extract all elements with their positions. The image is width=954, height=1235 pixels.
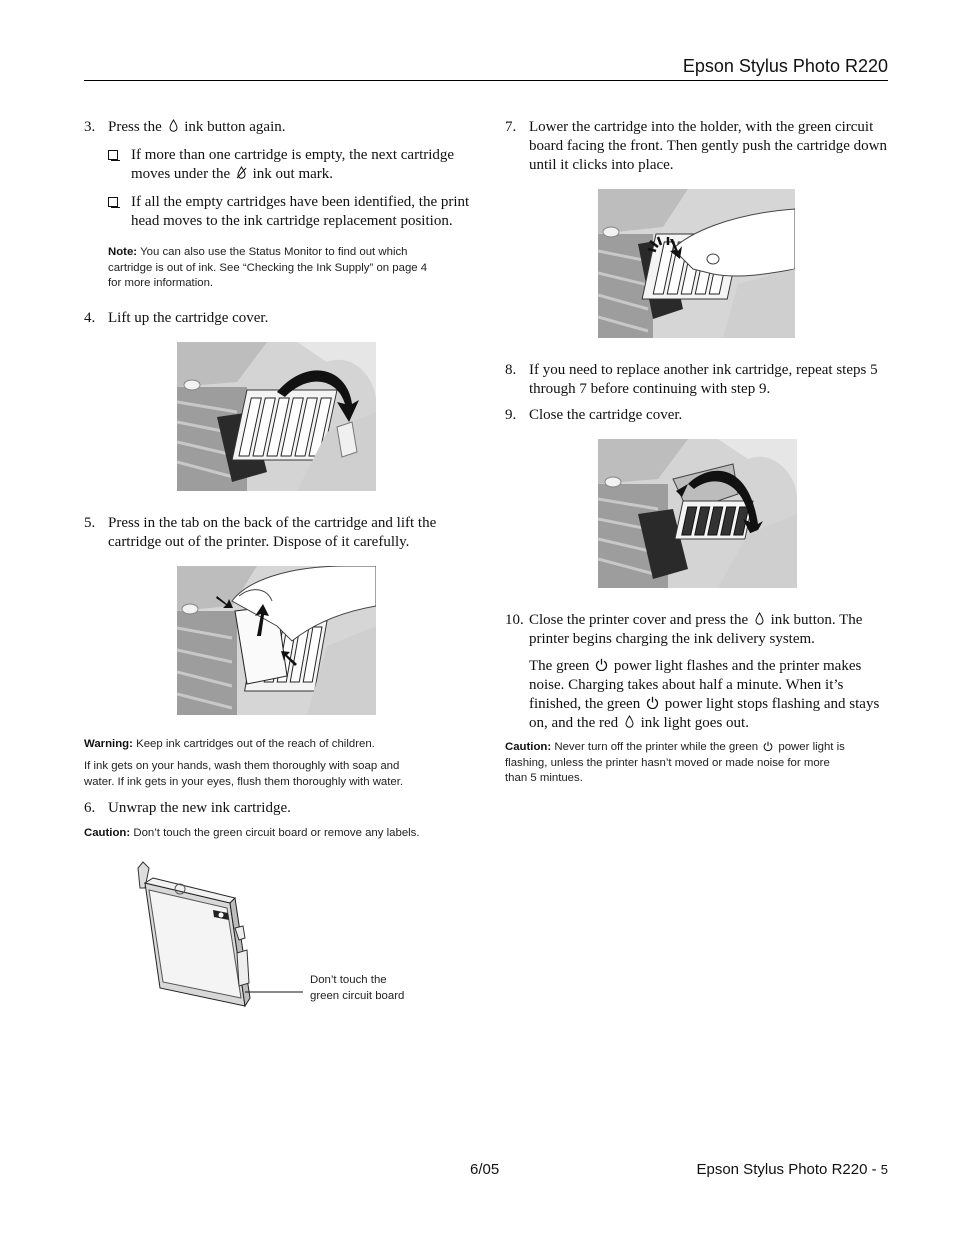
close-cover-illustration <box>598 439 797 588</box>
header-rule <box>84 80 888 81</box>
step-text: cartridge out of the printer. Dispose of it carefully. <box>108 534 410 550</box>
ink-out-mark-icon <box>236 166 247 179</box>
step-text: board facing the front. Then gently push the cartridge down <box>529 138 887 154</box>
ink-cartridge-illustration <box>135 858 310 1008</box>
footer-product: Epson Stylus Photo R220 - <box>696 1161 877 1178</box>
note-label: Note: <box>108 246 138 258</box>
caution-text: than 5 mintues. <box>505 772 583 784</box>
bullet-text: ink out mark. <box>252 166 334 182</box>
step-text: Close the printer cover and press the <box>529 612 749 628</box>
callout-text: Don’t touch the <box>310 974 387 986</box>
para-text: power light stops flashing and stays <box>664 696 880 712</box>
bullet-text: If more than one cartridge is empty, the next cartridge <box>131 147 455 163</box>
step-number: 9. <box>505 407 517 423</box>
step-text: Lower the cartridge into the holder, with the green circuit <box>529 119 874 135</box>
note-text: cartridge is out of ink. See “Checking the Ink Supply” on page 4 <box>108 261 428 274</box>
step-number: 6. <box>84 800 96 816</box>
step-text: Press in the tab on the back of the cartridge and lift the <box>108 515 437 531</box>
caution-text: power light is <box>778 741 845 753</box>
power-icon <box>646 696 659 709</box>
bullet-text: If all the empty cartridges have been identified, the print <box>131 194 470 210</box>
caution-label: Caution: <box>505 741 552 753</box>
caution-text: Don’t touch the green circuit board or remove any labels. <box>133 827 420 839</box>
warning-block <box>84 737 375 753</box>
note-block <box>108 245 427 292</box>
step-text: until it clicks into place. <box>529 157 674 173</box>
caution-block <box>505 740 845 787</box>
para-text: The green <box>529 658 590 674</box>
note-text: You can also use the Status Monitor to find out which <box>140 246 408 258</box>
step-text: printer begins charging the ink delivery system. <box>529 631 815 647</box>
step-number: 3. <box>84 119 96 135</box>
printer-open-cover-illustration <box>177 342 376 491</box>
para-text: finished, the green <box>529 696 641 712</box>
caution-block <box>84 826 420 842</box>
step-number: 7. <box>505 119 517 135</box>
caution-text: Never turn off the printer while the green <box>554 741 759 753</box>
ink-drop-icon <box>168 119 179 132</box>
para-text: on, and the red <box>529 715 619 731</box>
checkbox-bullet-icon <box>108 150 118 160</box>
para-text: noise. Charging takes about half a minute. When it’s <box>529 677 844 693</box>
checkbox-bullet-icon <box>108 197 118 207</box>
footer-date: 6/05 <box>470 1161 500 1178</box>
warning-text: If ink gets on your hands, wash them thoroughly with soap and <box>84 760 400 772</box>
bullet-text: moves under the <box>131 166 231 182</box>
circuit-board-callout <box>310 973 404 1004</box>
ink-drop-icon <box>754 612 765 625</box>
step-text: Press the <box>108 119 162 135</box>
footer-title <box>696 1161 888 1178</box>
step-text: Close the cartridge cover. <box>529 407 683 423</box>
ink-drop-icon <box>624 715 635 728</box>
remove-cartridge-illustration <box>177 566 376 715</box>
caution-text: flashing, unless the printer hasn’t moved or made noise for more <box>505 756 830 769</box>
step-number: 10. <box>505 612 524 628</box>
step-text: Lift up the cartridge cover. <box>108 310 269 326</box>
step-text: through 7 before continuing with step 9. <box>529 381 771 397</box>
page-header-title: Epson Stylus Photo R220 <box>682 56 888 76</box>
caution-label: Caution: <box>84 827 131 839</box>
insert-cartridge-illustration <box>598 189 795 338</box>
step-text: Unwrap the new ink cartridge. <box>108 800 291 816</box>
warning-details <box>84 759 403 790</box>
step-number: 5. <box>84 515 96 531</box>
warning-text: water. If ink gets in your eyes, flush them thoroughly with water. <box>84 775 404 788</box>
power-icon <box>595 658 608 671</box>
bullet-text: head moves to the ink cartridge replacement position. <box>131 213 453 229</box>
warning-text: Keep ink cartridges out of the reach of children. <box>136 738 375 750</box>
callout-text: green circuit board <box>310 989 405 1002</box>
note-text: for more information. <box>108 277 214 289</box>
step-number: 4. <box>84 310 96 326</box>
warning-label: Warning: <box>84 738 133 750</box>
step-text: If you need to replace another ink cartridge, repeat steps 5 <box>529 362 878 378</box>
charging-paragraph <box>529 657 899 733</box>
step-text: ink button. The <box>770 612 863 628</box>
step-text: ink button again. <box>184 119 286 135</box>
step-number: 8. <box>505 362 517 378</box>
power-icon <box>763 741 773 751</box>
page-number: 5 <box>880 1162 888 1177</box>
para-text: ink light goes out. <box>640 715 749 731</box>
para-text: power light flashes and the printer makes <box>613 658 862 674</box>
